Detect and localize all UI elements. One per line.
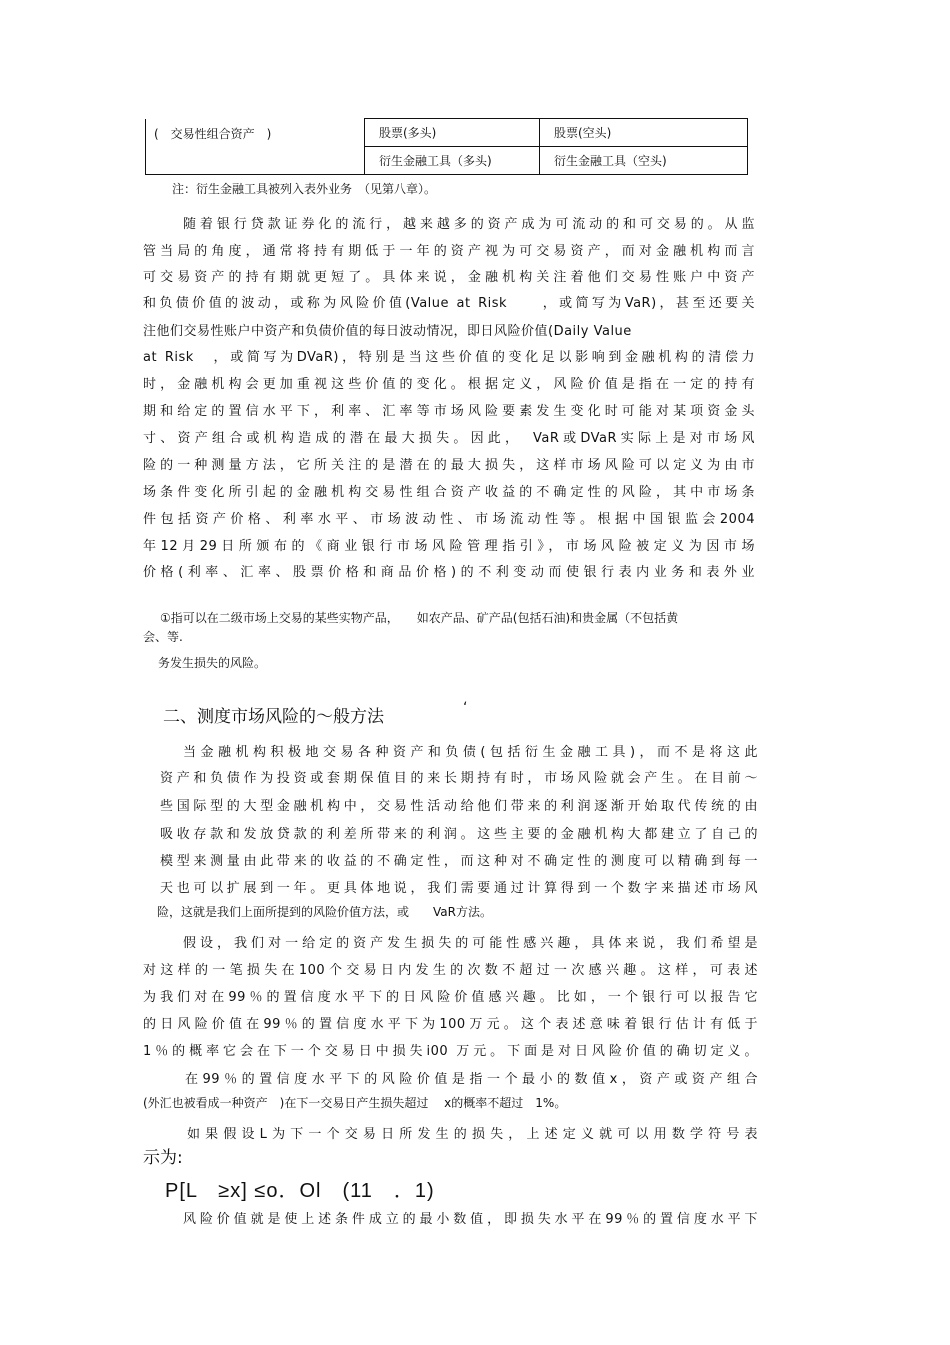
table-cell: 股票(空头): [540, 119, 748, 147]
para5-end: 示为:: [143, 1148, 183, 1168]
para1-line: 价格(利率、汇率、股票价格和商品价格)的不利变动而使银行表内业务和表外业: [143, 565, 755, 580]
para1-line: 险的一种测量方法，它所关注的是潜在的最大损失，这样市场风险可以定义为由市: [143, 458, 755, 473]
para2-line: 模型来测量由此带来的收益的不确定性，而这种对不确定性的测度可以精确到每一: [160, 854, 758, 869]
para1-line: 和负债价值的波动，或称为风险价值(Value at Risk ，或简写为VaR)，甚至还要关: [143, 296, 755, 311]
para3-line: 假设，我们对一给定的资产发生损失的可能性感兴趣，具体来说，我们希望是: [183, 936, 758, 951]
para1-line: 可交易资产的持有期就更短了。具体来说，金融机构关注着他们交易性账户中资产: [143, 270, 755, 285]
table-bottom-rule: [145, 174, 748, 175]
para6-line: 风险价值就是使上述条件成立的最小数值，即损失水平在99％的置信度水平下: [183, 1212, 758, 1227]
para1-line: at Risk ，或简写为DVaR)，特别是当这些价值的变化足以影响到金融机构的清偿力: [143, 350, 755, 365]
para1-end: 务发生损失的风险。: [158, 656, 267, 670]
para2-line: 当金融机构积极地交易各种资产和负债(包括衍生金融工具)，而不是将这此: [183, 745, 758, 760]
para1-line: 管当局的角度，通常将持有期低于一年的资产视为可交易资产，而对金融机构而言: [143, 244, 755, 259]
para3-line: 的日风险价值在99％的置信度水平下为100万元。这个表述意味着银行估计有低于: [143, 1017, 758, 1032]
formula: P[L ≥x] ≤o．Ol (11 ．1): [165, 1180, 435, 1202]
para2-line: 天也可以扩展到一年。更具体地说，我们需要通过计算得到一个数字来描述市场风: [160, 881, 758, 896]
para2-line: 吸收存款和发放贷款的利差所带来的利润。这些主要的金融机构大都建立了自己的: [160, 827, 758, 842]
table-cell: 衍生金融工具（多头): [365, 147, 540, 175]
footnote: ①指可以在二级市场上交易的某些实物产品， 如农产品、矿产品(包括石油)和贵金属（不包括黄: [160, 611, 679, 625]
para1-line: 时，金融机构会更加重视这些价值的变化。根据定义，风险价值是指在一定的持有: [143, 377, 755, 392]
para1-line: 年12月29日所颁布的《商业银行市场风险管理指引》，市场风险被定义为因市场: [143, 539, 755, 554]
para3-line: 为我们对在99％的置信度水平下的日风险价值感兴趣。比如，一个银行可以报告它: [143, 990, 758, 1005]
para2-line: 些国际型的大型金融机构中，交易性活动给他们带来的利润逐渐开始取代传统的由: [160, 799, 758, 814]
para1-line: 件包括资产价格、利率水平、市场波动性、市场流动性等。根据中国银监会2004: [143, 512, 755, 527]
section-mark: ‘: [463, 700, 468, 716]
table-cell: 股票(多头): [365, 119, 540, 147]
table-note: 注：衍生金融工具被列入表外业务 （见第八章）。: [172, 182, 437, 196]
para5-line: 如果假设L为下一个交易日所发生的损失，上述定义就可以用数学符号表: [187, 1127, 758, 1142]
para2-end: 险，这就是我们上面所提到的风险价值方法，或 VaR方法。: [157, 905, 492, 919]
table-cell: 衍生金融工具（空头): [540, 147, 748, 175]
para2-line: 资产和负债作为投资或套期保值目的来长期持有时，市场风险就会产生。在目前～: [160, 771, 758, 786]
table-row-label: ( 交易性组合资产 ): [146, 119, 365, 175]
para1-line: 注他们交易性账户中资产和负债价值的每日波动情况，即日风险价值(Daily Value: [143, 324, 632, 339]
para3-line: 对这样的一笔损失在100个交易日内发生的次数不超过一次感兴趣。这样，可表述: [143, 963, 758, 978]
para1-line: 场条件变化所引起的金融机构交易性组合资产收益的不确定性的风险，其中市场条: [143, 485, 755, 500]
footnote-cont: 会、等.: [143, 630, 183, 644]
asset-table: [145, 118, 748, 175]
para1-line: 随着银行贷款证券化的流行，越来越多的资产成为可流动的和可交易的。从监: [183, 217, 755, 232]
para4-end: (外汇也被看成一种资产 )在下一交易日产生损失超过 x的概率不超过 1%。: [143, 1096, 567, 1110]
para1-line: 期和给定的置信水平下，利率、汇率等市场风险要素发生变化时可能对某项资金头: [143, 404, 755, 419]
para3-line: 1％的概率它会在下一个交易日中损失i00 万元。下面是对日风险价值的确切定义。: [143, 1044, 758, 1059]
section-heading: 二、测度市场风险的～般方法: [163, 707, 384, 727]
para1-line: 寸、资产组合或机构造成的潜在最大损失。因此， VaR或DVaR实际上是对市场风: [143, 431, 755, 446]
para4-line: 在99％的置信度水平下的风险价值是指一个最小的数值x，资产或资产组合: [185, 1072, 758, 1087]
